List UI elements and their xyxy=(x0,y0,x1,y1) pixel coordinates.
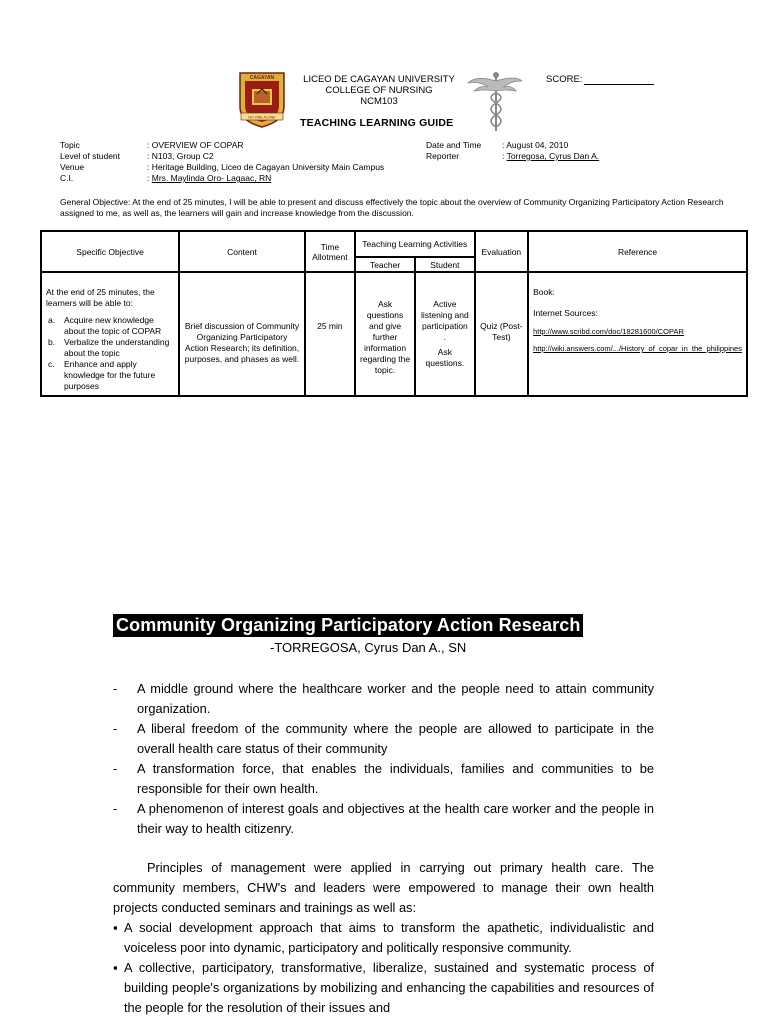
principles-paragraph: Principles of management were applied in carrying out primary health care. The community members, CHW's and leaders were empowered to manage their own health projects conducted seminars and trainings as well as: xyxy=(113,860,654,915)
definition-list xyxy=(113,679,654,839)
list-item: b. Verbalize the understanding about the topic xyxy=(48,337,170,358)
header-activities: Teaching Learning Activities xyxy=(355,231,475,257)
list-item: ▪ A social development approach that aims to transform the apathetic, individualistic and voiceless poor into dynamic, participatory and politically responsive community. xyxy=(113,920,654,955)
time-text: 25 min xyxy=(317,321,343,331)
teaching-guide-table xyxy=(40,230,748,397)
student-activity: Active listening and participation xyxy=(421,299,469,331)
score-blank xyxy=(584,75,654,85)
ci-prefix: : xyxy=(147,173,152,183)
header-content: Content xyxy=(179,231,305,272)
essay-author: -TORREGOSA, Cyrus Dan A., SN xyxy=(270,640,467,655)
objective-cell xyxy=(41,272,179,396)
topic-value: : OVERVIEW OF COPAR xyxy=(147,140,244,150)
date-label: Date and Time xyxy=(426,140,482,150)
essay-title: Community Organizing Participatory Action Research xyxy=(113,614,583,637)
course-code: NCM103 xyxy=(360,96,398,107)
content-text: Brief discussion of Community Organizing Participatory Action Research; its definition, purposes, and phases as well. xyxy=(184,321,300,364)
header-evaluation: Evaluation xyxy=(475,231,529,272)
level-value: : N103, Group C2 xyxy=(147,151,214,161)
content-cell xyxy=(179,272,305,396)
reference-link-1[interactable]: http://www.scribd.com/doc/18281600/COPAR xyxy=(533,327,684,336)
college-name: COLLEGE OF NURSING xyxy=(325,85,433,96)
header-student: Student xyxy=(415,257,474,272)
date-value: : August 04, 2010 xyxy=(502,140,569,150)
svg-text:CAGAYAN: CAGAYAN xyxy=(249,75,275,81)
general-objective: General Objective: At the end of 25 minutes, I will be able to present and discuss effectively the topic about the overview of Community Organizing Participatory Action Research assigned to me, as well as, the learners will gain and increase knowledge from the discussion. xyxy=(60,197,724,218)
svg-text:NO ONE ALONE: NO ONE ALONE xyxy=(248,115,276,120)
list-item: a. Acquire new knowledge about the topic of COPAR xyxy=(48,315,162,336)
ci-value: Mrs. Maylinda Oro- Lagaac, RN xyxy=(151,173,272,183)
level-label: Level of student xyxy=(60,151,121,161)
evaluation-text: Quiz (Post-Test) xyxy=(480,321,523,342)
reporter-label: Reporter xyxy=(426,151,460,161)
university-name: LICEO DE CAGAYAN UNIVERSITY xyxy=(303,74,455,85)
list-item: - A transformation force, that enables the individuals, families and communities to be responsible for their own health. xyxy=(113,761,654,796)
list-item: - A liberal freedom of the community where the people are allowed to participate in the overall health care status of their community xyxy=(113,721,654,756)
reporter-prefix: : xyxy=(502,151,507,161)
teacher-text: Ask questions and give further information regarding the topic. xyxy=(360,299,411,375)
reference-book: Book: xyxy=(533,287,555,297)
teacher-cell xyxy=(355,272,415,396)
info-right xyxy=(426,140,666,164)
university-header xyxy=(290,74,468,107)
reference-cell xyxy=(528,272,747,396)
list-item: c. Enhance and apply knowledge for the future purposes xyxy=(48,359,156,391)
header-reference: Reference xyxy=(528,231,747,272)
topic-label: Topic xyxy=(60,140,80,150)
venue-label: Venue xyxy=(60,162,85,172)
header-teacher: Teacher xyxy=(355,257,415,272)
list-item: ▪ A collective, participatory, transformative, liberalize, sustained and systematic process of building people's organizations by mobilizing and enhancing the capabilities and resources of the people for the resolution of their issues and xyxy=(113,960,654,1015)
student-separator: . xyxy=(443,332,447,342)
objective-list xyxy=(46,315,174,392)
reporter-value: Torregosa, Cyrus Dan A. xyxy=(506,151,600,161)
info-left xyxy=(60,140,390,186)
evaluation-cell xyxy=(475,272,529,396)
student-ask: Ask questions. xyxy=(425,347,465,368)
doc-title: TEACHING LEARNING GUIDE xyxy=(300,117,454,129)
objective-intro: At the end of 25 minutes, the learners will be able to: xyxy=(46,287,155,308)
student-cell xyxy=(415,272,474,396)
bullet-list xyxy=(113,918,654,1018)
university-seal xyxy=(237,69,287,129)
header-specific-objective: Specific Objective xyxy=(41,231,179,272)
header-time: Time Allotment xyxy=(305,231,355,272)
caduceus-icon xyxy=(466,69,522,133)
ci-label: C.I. xyxy=(60,173,74,183)
venue-value: : Heritage Building, Liceo de Cagayan University Main Campus xyxy=(147,162,385,172)
reference-internet: Internet Sources: xyxy=(533,308,598,318)
list-item: - A middle ground where the healthcare worker and the people need to attain community organization. xyxy=(113,681,654,716)
reference-link-2[interactable]: http://wiki.answers.com/.../History_of_copar_in_the_philippines xyxy=(533,344,742,353)
score-label: SCORE: xyxy=(546,74,583,85)
student-text xyxy=(416,273,473,372)
time-cell xyxy=(305,272,355,396)
list-item: - A phenomenon of interest goals and objectives at the health care worker and the people in their way to health citizenry. xyxy=(113,801,654,836)
score-field xyxy=(546,74,654,85)
